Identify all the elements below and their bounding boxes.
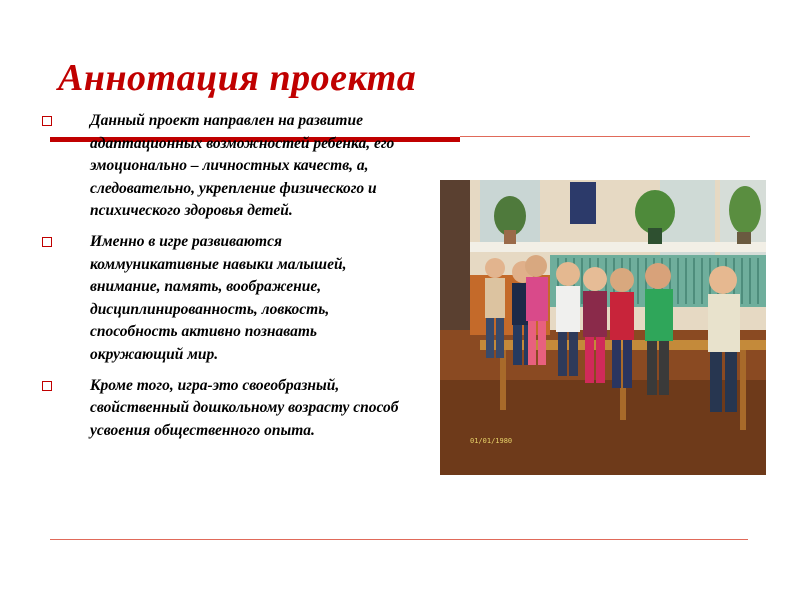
bullet-text: Кроме того, игра-это своеобразный, свойственный дошкольному возрасту способ усвоения общественного опыта.: [90, 376, 399, 439]
bullet-item: [40, 231, 400, 367]
square-bullet-icon: [42, 237, 52, 247]
bullet-text: Данный проект направлен на развитие адаптационных возможностей ребенка, его эмоционально – личностных качеств, а, следовательно, укрепление физического и психического здоровья детей.: [90, 112, 395, 220]
square-bullet-icon: [42, 116, 52, 126]
square-bullet-icon: [42, 381, 52, 391]
children-photo-illustration: [440, 180, 766, 475]
children-photo: [440, 180, 766, 475]
slide-title: Аннотация проекта: [58, 57, 417, 99]
bullet-list: [40, 110, 400, 450]
bullet-item: [40, 110, 400, 223]
bullet-text: Именно в игре развиваются коммуникативные навыки малышей, внимание, память, воображение, дисциплинированность, ловкость, способность активно познавать окружающий мир.: [90, 232, 347, 363]
photo-date-stamp: 01/01/1980: [470, 437, 513, 445]
footer-rule: [50, 539, 748, 540]
title-underline-thin: [460, 136, 750, 137]
bullet-item: [40, 375, 400, 443]
